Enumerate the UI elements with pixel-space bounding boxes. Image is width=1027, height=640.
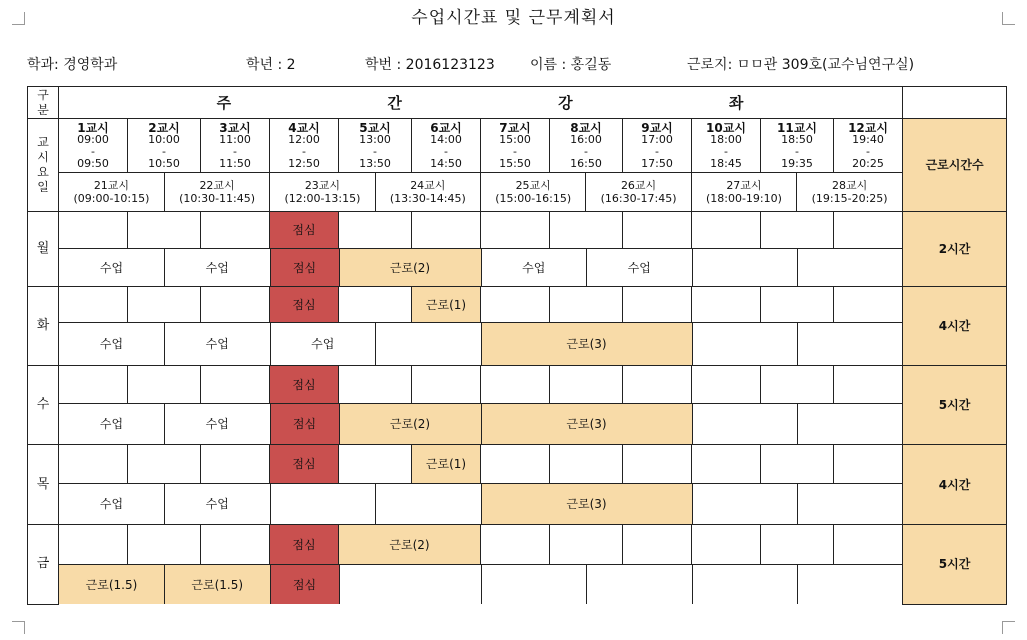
slot-cell (692, 323, 798, 365)
day-label-wed: 수 (28, 366, 59, 445)
block-time: (13:30-14:45) (389, 192, 466, 205)
header-blank (903, 87, 1007, 119)
block-name: 21교시 (93, 179, 130, 192)
period-start: 15:00 (499, 132, 531, 146)
class-cell: 수업 (165, 323, 271, 365)
yoil-char-1: 요 (37, 165, 49, 179)
lunch-cell: 점심 (270, 249, 339, 286)
block-name: 25교시 (515, 179, 551, 192)
slot-cell (834, 366, 903, 404)
period-start: 18:50 (781, 132, 813, 146)
student-number-info: 학번 : 2016123123 (365, 57, 495, 73)
work-cell: 근로(1.5) (165, 565, 271, 604)
gubun-cell (28, 87, 59, 119)
block-header (691, 173, 796, 211)
block-header-row (59, 173, 903, 212)
period-start: 18:00 (710, 132, 742, 146)
work-cell: 근로(2) (339, 525, 481, 565)
block-header (586, 173, 691, 211)
day-label-mon: 월 (28, 212, 59, 287)
dept-info: 학과: 경영학과 (27, 57, 118, 73)
slot-cell (339, 445, 412, 484)
period-dash: - (444, 144, 448, 158)
slot-cell (59, 287, 128, 323)
period-end: 11:50 (219, 156, 251, 170)
period-name: 2교시 (148, 120, 180, 135)
slot-cell (761, 366, 834, 404)
lunch-cell: 점심 (270, 366, 339, 404)
hours-fri: 5시간 (903, 525, 1007, 605)
period-dash: - (513, 144, 517, 158)
slot-cell (834, 212, 903, 249)
slot-cell (339, 565, 481, 604)
period-dash: - (233, 144, 237, 158)
period-start: 19:40 (852, 132, 884, 146)
class-cell: 수업 (165, 484, 271, 524)
block-time: (09:00-10:15) (73, 192, 150, 205)
block-name: 27교시 (726, 179, 762, 192)
work-cell: 근로(3) (481, 484, 692, 524)
slot-cell (128, 287, 201, 323)
slot-cell (201, 212, 270, 249)
lunch-cell: 점심 (270, 404, 339, 444)
lunch-cell: 점심 (270, 525, 339, 565)
slot-cell (128, 366, 201, 404)
lunch-cell: 점심 (270, 212, 339, 249)
period-start: 09:00 (77, 132, 109, 146)
period-name: 10교시 (706, 120, 746, 135)
block-header (164, 173, 269, 211)
slot-cell (761, 525, 834, 565)
slot-cell (59, 366, 128, 404)
hours-tue: 4시간 (903, 287, 1007, 366)
period-header (692, 119, 761, 173)
slot-cell (692, 366, 761, 404)
slot-cell (692, 484, 798, 524)
period-name: 12교시 (848, 120, 888, 135)
day-label-tue: 화 (28, 287, 59, 366)
period-end: 17:50 (641, 156, 673, 170)
block-time: (19:15-20:25) (811, 192, 888, 205)
crop-mark-top-left (12, 12, 25, 25)
period-start: 16:00 (570, 132, 602, 146)
work-cell: 근로(1.5) (59, 565, 165, 604)
work-cell: 근로(3) (481, 323, 692, 365)
period-header (270, 119, 339, 173)
slot-cell (201, 287, 270, 323)
slot-cell (834, 445, 903, 484)
block-time: (16:30-17:45) (600, 192, 677, 205)
slot-cell (481, 445, 550, 484)
class-cell: 수업 (59, 249, 165, 286)
block-name: 26교시 (620, 179, 657, 192)
slot-cell (201, 366, 270, 404)
period-header (339, 119, 412, 173)
slot-cell (692, 287, 761, 323)
class-cell: 수업 (59, 404, 165, 444)
period-name: 1교시 (77, 120, 109, 135)
slot-cell (761, 445, 834, 484)
period-name: 3교시 (219, 120, 251, 135)
slot-cell (550, 212, 623, 249)
period-name: 9교시 (641, 120, 673, 135)
slot-cell (834, 287, 903, 323)
period-start: 14:00 (430, 132, 462, 146)
period-dash: - (724, 144, 728, 158)
hours-thu: 4시간 (903, 445, 1007, 525)
slot-cell (481, 565, 587, 604)
hours-wed: 5시간 (903, 366, 1007, 445)
gyosi-char-2: 시 (37, 150, 49, 164)
period-header (761, 119, 834, 173)
block-time: (15:00-16:15) (495, 192, 572, 205)
gyosi-char-1: 교 (37, 135, 49, 149)
slot-cell (59, 525, 128, 565)
slot-cell (376, 323, 482, 365)
timetable (27, 86, 1007, 605)
hours-mon: 2시간 (903, 212, 1007, 287)
block-time: (12:00-13:15) (284, 192, 361, 205)
week-char-4: 좌 (728, 93, 745, 112)
slot-cell (834, 525, 903, 565)
slot-cell (481, 287, 550, 323)
block-name: 24교시 (410, 179, 446, 192)
period-header (481, 119, 550, 173)
slot-cell (587, 565, 693, 604)
period-end: 14:50 (430, 156, 462, 170)
slot-cell (201, 445, 270, 484)
slot-cell (692, 445, 761, 484)
week-char-2: 간 (387, 93, 403, 112)
slot-cell (798, 565, 903, 604)
slot-cell (339, 212, 412, 249)
slot-cell (623, 287, 692, 323)
gyosi-yoil-cell (28, 119, 59, 212)
slot-cell (692, 249, 798, 286)
slot-cell (412, 212, 481, 249)
block-name: 28교시 (831, 179, 868, 192)
slot-cell (761, 287, 834, 323)
class-cell: 수업 (587, 249, 693, 286)
period-dash: - (655, 144, 659, 158)
period-name: 5교시 (359, 120, 391, 135)
period-end: 19:35 (781, 156, 813, 170)
gubun-char-2: 분 (37, 102, 49, 117)
period-dash: - (866, 144, 871, 158)
period-header (834, 119, 903, 173)
block-name: 22교시 (199, 179, 235, 192)
slot-cell (761, 212, 834, 249)
period-name: 7교시 (499, 120, 531, 135)
class-cell: 수업 (59, 323, 165, 365)
slot-cell (128, 525, 201, 565)
yoil-char-2: 일 (37, 180, 49, 194)
block-header (481, 173, 586, 211)
slot-cell (550, 287, 623, 323)
week-char-1: 주 (216, 93, 233, 112)
block-row (59, 323, 903, 366)
crop-mark-bottom-left (12, 621, 25, 634)
class-cell: 수업 (165, 249, 271, 286)
block-header (59, 173, 164, 211)
slot-cell (623, 525, 692, 565)
period-end: 16:50 (570, 156, 602, 170)
block-header (270, 173, 375, 211)
block-time: (10:30-11:45) (179, 192, 256, 205)
grade-info: 학년 : 2 (246, 57, 296, 73)
period-end: 10:50 (148, 156, 180, 170)
work-cell: 근로(1) (412, 287, 481, 323)
slot-cell (376, 484, 482, 524)
slot-cell (201, 525, 270, 565)
name-info: 이름 : 홍길동 (530, 57, 612, 73)
period-name: 8교시 (570, 120, 602, 135)
slot-cell (798, 404, 903, 444)
day-label-thu: 목 (28, 445, 59, 525)
period-name: 11교시 (777, 120, 817, 135)
crop-mark-bottom-right (1002, 621, 1015, 634)
slot-cell (692, 212, 761, 249)
slot-cell (692, 525, 761, 565)
slot-cell (59, 212, 128, 249)
work-cell: 근로(2) (339, 404, 481, 444)
slot-cell (623, 445, 692, 484)
period-end: 20:25 (852, 156, 884, 170)
slot-cell (692, 565, 798, 604)
slot-cell (481, 525, 550, 565)
slot-cell (798, 323, 903, 365)
period-dash: - (373, 144, 377, 158)
slot-cell (798, 484, 903, 524)
page-title: 수업시간표 및 근무계획서 (411, 8, 616, 28)
work-hours-header: 근로시간수 (903, 119, 1007, 212)
period-dash: - (162, 144, 166, 158)
slot-cell (339, 287, 412, 323)
week-char-3: 강 (558, 93, 574, 112)
slot-cell (623, 212, 692, 249)
period-header (128, 119, 201, 173)
slot-cell (59, 445, 128, 484)
weekly-lecture-header (59, 87, 903, 119)
period-start: 10:00 (148, 132, 180, 146)
period-header (59, 119, 128, 173)
block-row (59, 565, 903, 605)
period-start: 13:00 (359, 132, 391, 146)
block-row (59, 404, 903, 445)
period-dash: - (302, 144, 306, 158)
period-end: 15:50 (499, 156, 531, 170)
lunch-cell: 점심 (270, 287, 339, 323)
slot-cell (550, 445, 623, 484)
block-time: (18:00-19:10) (705, 192, 782, 205)
slot-cell (481, 212, 550, 249)
slot-cell (550, 525, 623, 565)
period-end: 18:45 (710, 156, 742, 170)
period-end: 13:50 (359, 156, 391, 170)
slot-cell (481, 366, 550, 404)
gubun-char-1: 구 (37, 87, 49, 102)
block-row (59, 249, 903, 287)
period-start: 17:00 (641, 132, 673, 146)
lunch-cell: 점심 (270, 445, 339, 484)
block-header (375, 173, 480, 211)
slot-cell (128, 445, 201, 484)
period-end: 09:50 (77, 156, 109, 170)
slot-cell (623, 366, 692, 404)
period-start: 11:00 (219, 132, 251, 146)
class-cell: 수업 (270, 323, 376, 365)
slot-cell (412, 366, 481, 404)
class-cell: 수업 (59, 484, 165, 524)
period-header (201, 119, 270, 173)
period-header (623, 119, 692, 173)
workplace-info: 근로지: ㅁㅁ관 309호(교수님연구실) (687, 57, 915, 73)
period-end: 12:50 (288, 156, 320, 170)
period-start: 12:00 (288, 132, 320, 146)
block-header (797, 173, 902, 211)
class-cell: 수업 (481, 249, 587, 286)
slot-cell (128, 212, 201, 249)
slot-cell (339, 366, 412, 404)
slot-cell (798, 249, 903, 286)
crop-mark-top-right (1002, 12, 1015, 25)
period-header (550, 119, 623, 173)
period-name: 6교시 (430, 120, 462, 135)
block-name: 23교시 (304, 179, 341, 192)
work-cell: 근로(1) (412, 445, 481, 484)
lunch-cell: 점심 (270, 565, 339, 604)
slot-cell (550, 366, 623, 404)
class-cell: 수업 (165, 404, 271, 444)
work-cell: 근로(3) (481, 404, 692, 444)
day-label-fri: 금 (28, 525, 59, 605)
slot-cell (270, 484, 376, 524)
work-cell: 근로(2) (339, 249, 481, 286)
slot-cell (692, 404, 798, 444)
period-name: 4교시 (288, 120, 320, 135)
period-dash: - (91, 144, 95, 158)
period-dash: - (795, 144, 799, 158)
period-dash: - (584, 144, 588, 158)
period-header (412, 119, 481, 173)
block-row (59, 484, 903, 525)
